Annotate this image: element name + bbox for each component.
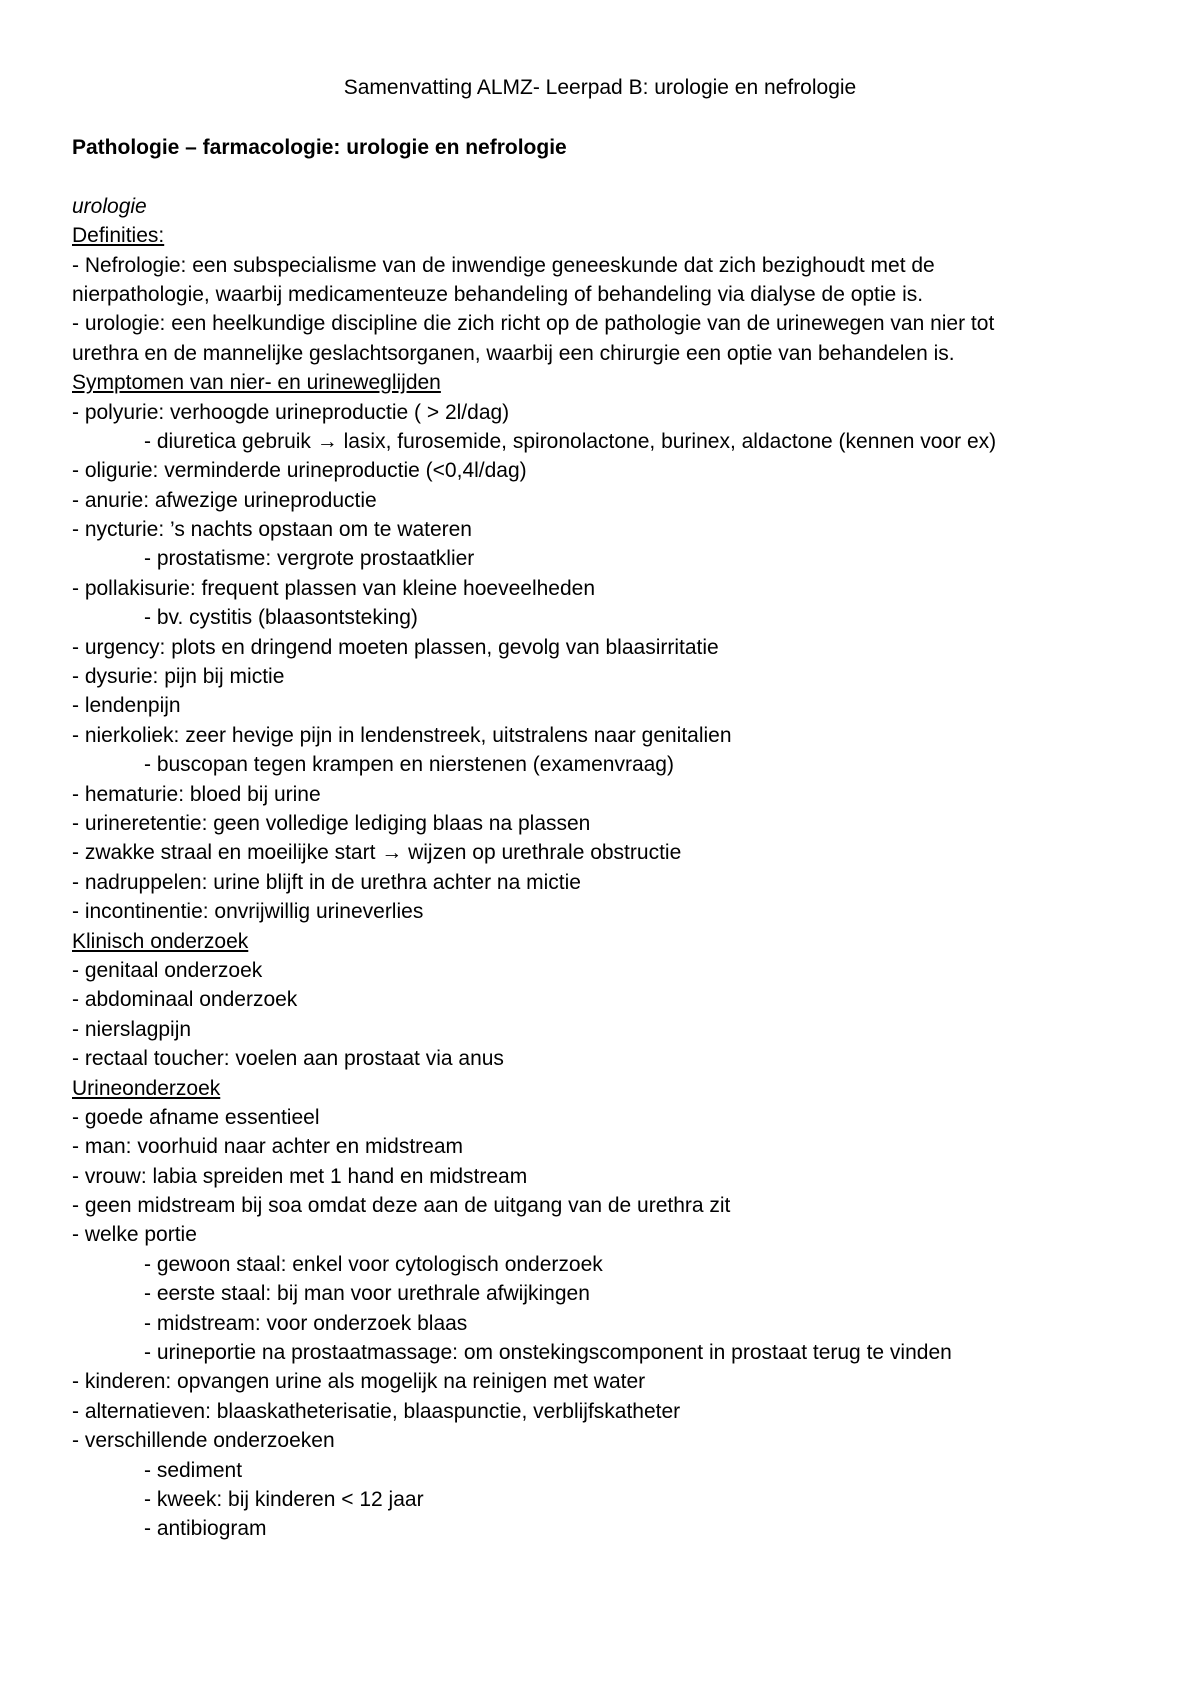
symptom-item: - incontinentie: onvrijwillig urineverlies bbox=[72, 900, 424, 924]
urine-subitem: - kweek: bij kinderen < 12 jaar bbox=[144, 1487, 424, 1511]
urine-subitem: - eerste staal: bij man voor urethrale afwijkingen bbox=[144, 1282, 590, 1306]
blank-line bbox=[72, 162, 1152, 191]
symptom-subitem: - buscopan tegen krampen en nierstenen (examenvraag) bbox=[144, 753, 674, 777]
symptom-item: - polyurie: verhoogde urineproductie ( > 2l/dag) bbox=[72, 400, 510, 424]
definition-line: urethra en de mannelijke geslachtsorganen, waarbij een chirurgie een optie van behandelen is. bbox=[72, 341, 955, 365]
klinisch-item: - genitaal onderzoek bbox=[72, 958, 263, 982]
symptom-subitem: - diuretica gebruik → lasix, furosemide, spironolactone, burinex, aldactone (kennen voor ex) bbox=[144, 429, 997, 453]
heading-urineonderzoek: Urineonderzoek bbox=[72, 1076, 221, 1100]
symptom-item: - nadruppelen: urine blijft in de urethra achter na mictie bbox=[72, 870, 581, 894]
symptom-item: - urineretentie: geen volledige lediging blaas na plassen bbox=[72, 811, 591, 835]
definition-line: nierpathologie, waarbij medicamenteuze behandeling of behandeling via dialyse de optie is. bbox=[72, 282, 924, 306]
subject-label: urologie bbox=[72, 194, 147, 218]
urine-item: - geen midstream bij soa omdat deze aan de uitgang van de urethra zit bbox=[72, 1194, 731, 1218]
definition-line: - urologie: een heelkundige discipline die zich richt op de pathologie van de urinewegen van nier tot bbox=[72, 312, 995, 336]
symptom-item: - hematurie: bloed bij urine bbox=[72, 782, 321, 806]
definition-line: - Nefrologie: een subspecialisme van de inwendige geneeskunde dat zich bezighoudt met de bbox=[72, 253, 935, 277]
urine-item: - kinderen: opvangen urine als mogelijk na reinigen met water bbox=[72, 1370, 646, 1394]
symptom-item: - anurie: afwezige urineproductie bbox=[72, 488, 377, 512]
symptom-item: - urgency: plots en dringend moeten plassen, gevolg van blaasirritatie bbox=[72, 635, 719, 659]
section-heading: Pathologie – farmacologie: urologie en nefrologie bbox=[72, 136, 567, 159]
klinisch-item: - nierslagpijn bbox=[72, 1017, 192, 1041]
urine-subitem: - gewoon staal: enkel voor cytologisch onderzoek bbox=[144, 1252, 603, 1276]
klinisch-item: - abdominaal onderzoek bbox=[72, 988, 298, 1012]
symptom-item: - lendenpijn bbox=[72, 694, 181, 718]
urine-item: - verschillende onderzoeken bbox=[72, 1429, 335, 1453]
urine-subitem: - urineportie na prostaatmassage: om onstekingscomponent in prostaat terug te vinden bbox=[144, 1341, 952, 1365]
urine-subitem: - sediment bbox=[144, 1458, 243, 1482]
document-title: Samenvatting ALMZ- Leerpad B: urologie en nefrologie bbox=[343, 76, 857, 99]
urine-item: - alternatieven: blaaskatheterisatie, blaaspunctie, verblijfskatheter bbox=[72, 1399, 681, 1423]
urine-item: - vrouw: labia spreiden met 1 hand en midstream bbox=[72, 1164, 528, 1188]
heading-symptomen: Symptomen van nier- en urineweglijden bbox=[72, 371, 441, 395]
symptom-item: - nierkoliek: zeer hevige pijn in lendenstreek, uitstralens naar genitalien bbox=[72, 723, 732, 747]
urine-subitem: - midstream: voor onderzoek blaas bbox=[144, 1311, 468, 1335]
urine-item: - welke portie bbox=[72, 1223, 197, 1247]
urine-item: - goede afname essentieel bbox=[72, 1105, 320, 1129]
heading-definities: Definities: bbox=[72, 224, 165, 248]
urine-item: - man: voorhuid naar achter en midstream bbox=[72, 1135, 464, 1159]
klinisch-item: - rectaal toucher: voelen aan prostaat via anus bbox=[72, 1047, 504, 1071]
symptom-item: - pollakisurie: frequent plassen van kleine hoeveelheden bbox=[72, 576, 596, 600]
symptom-item: - dysurie: pijn bij mictie bbox=[72, 665, 285, 689]
symptom-item: - oligurie: verminderde urineproductie (<0,4l/dag) bbox=[72, 459, 527, 483]
document-body bbox=[72, 133, 1152, 1544]
symptom-item: - zwakke straal en moeilijke start → wijzen op urethrale obstructie bbox=[72, 841, 682, 865]
symptom-subitem: - bv. cystitis (blaasontsteking) bbox=[144, 606, 418, 630]
symptom-item: - nycturie: ’s nachts opstaan om te wateren bbox=[72, 518, 472, 542]
symptom-subitem: - prostatisme: vergrote prostaatklier bbox=[144, 547, 475, 571]
heading-klinisch-onderzoek: Klinisch onderzoek bbox=[72, 929, 249, 953]
urine-subitem: - antibiogram bbox=[144, 1517, 267, 1541]
